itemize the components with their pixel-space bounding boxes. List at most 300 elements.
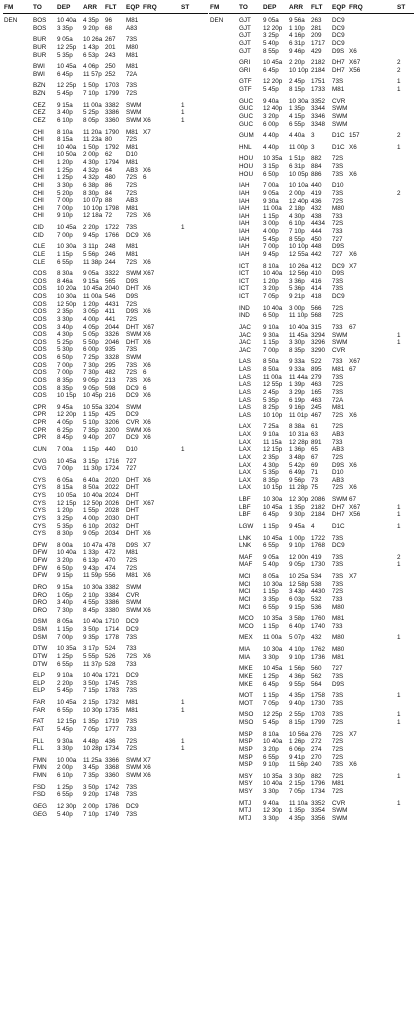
cell-to: LAX xyxy=(239,431,251,438)
cell-flt: 935 xyxy=(105,346,116,354)
schedule-row xyxy=(3,270,208,278)
cell-arr: 4 48p xyxy=(83,737,99,745)
cell-frq: X6 xyxy=(143,652,151,660)
cell-flt: 1714 xyxy=(105,626,120,633)
cell-frq: X6 xyxy=(349,143,357,151)
schedule-row xyxy=(3,757,208,765)
cell-arr: 9 43p xyxy=(83,564,99,572)
cell-eqp: AB3 xyxy=(332,446,344,454)
cell-dep: 10 45a xyxy=(263,59,283,67)
cell-eqp: CVR xyxy=(126,591,140,599)
cell-flt: 891 xyxy=(311,438,322,446)
cell-eqp: 73S xyxy=(126,783,138,791)
cell-arr: 9 20p xyxy=(83,24,99,32)
cell-flt: 2086 xyxy=(311,496,326,503)
cell-flt: 564 xyxy=(311,680,322,688)
cell-to: LAX xyxy=(239,446,251,454)
cell-flt: 472 xyxy=(105,549,116,557)
cell-eqp: DH7 xyxy=(332,503,345,511)
schedule-row xyxy=(209,623,414,631)
cell-arr: 7 35p xyxy=(83,772,99,779)
right-schedule-rows xyxy=(209,14,414,823)
schedule-row xyxy=(3,331,208,339)
cell-dep: 5 25p xyxy=(57,338,73,346)
cell-dep: 10 40a xyxy=(263,780,283,788)
cell-eqp: 72S xyxy=(126,564,138,572)
cell-to: CYS xyxy=(33,530,46,538)
cell-flt: 71 xyxy=(311,469,319,477)
schedule-row xyxy=(209,800,414,808)
cell-eqp: 73S xyxy=(126,633,138,641)
cell-dep: 7 00p xyxy=(263,243,279,251)
cell-flt: 474 xyxy=(105,564,116,572)
cell-dep: 11 00a xyxy=(263,634,282,642)
header-frq: FRQ xyxy=(143,4,157,11)
cell-flt: 886 xyxy=(311,170,322,178)
cell-frq: X67 xyxy=(349,358,361,366)
cell-flt: 240 xyxy=(311,761,322,769)
cell-flt: 568 xyxy=(311,312,322,320)
schedule-row xyxy=(209,263,414,271)
cell-eqp: 72S xyxy=(332,788,344,795)
cell-arr: 6 19p xyxy=(289,396,305,404)
cell-eqp: AB3 xyxy=(126,166,138,174)
cell-to: LAS xyxy=(239,381,251,389)
cell-eqp: M80 xyxy=(332,646,345,653)
cell-to: ICT xyxy=(239,277,250,285)
cell-flt: 3348 xyxy=(311,120,326,128)
cell-arr: 1 26p xyxy=(289,738,305,746)
cell-arr: 9 20p xyxy=(83,791,99,799)
schedule-row xyxy=(3,346,208,354)
cell-flt: 3200 xyxy=(105,426,120,434)
cell-dep: 10 30a xyxy=(57,243,77,251)
cell-flt: 88 xyxy=(105,197,113,205)
cell-eqp: 73S xyxy=(332,580,344,588)
cell-to: MTJ xyxy=(239,814,252,822)
schedule-row xyxy=(209,700,414,708)
cell-eqp: DC9 xyxy=(126,626,139,633)
cell-to: DSM xyxy=(33,626,47,633)
schedule-row xyxy=(3,129,208,137)
cell-to: MOT xyxy=(239,692,253,700)
cell-flt: 2030 xyxy=(105,514,120,522)
cell-arr: 3 48p xyxy=(289,453,305,461)
cell-arr: 12 58p xyxy=(289,580,309,588)
schedule-row xyxy=(3,404,208,412)
cell-flt: 2022 xyxy=(105,484,120,492)
cell-arr: 9 10p xyxy=(289,653,305,661)
cell-dep: 12 20p xyxy=(57,411,77,419)
cell-to: CHI xyxy=(33,151,44,159)
cell-to: JAC xyxy=(239,346,251,354)
cell-flt: 1733 xyxy=(311,86,326,93)
schedule-row xyxy=(209,366,414,374)
cell-flt: 1778 xyxy=(105,633,120,641)
cell-to: COS xyxy=(33,315,47,323)
cell-eqp: SWM xyxy=(126,354,142,361)
cell-arr: 12 50p xyxy=(83,499,103,507)
cell-flt: 463 xyxy=(311,381,322,389)
cell-to: MSP xyxy=(239,745,253,753)
cell-frq: X7 xyxy=(143,541,151,549)
cell-to: MAF xyxy=(239,561,253,569)
cell-to: GUC xyxy=(239,105,253,113)
cell-eqp: DHT xyxy=(126,484,139,492)
cell-eqp: 72S xyxy=(126,181,138,189)
cell-eqp: M81 xyxy=(332,615,345,623)
cell-dep: 2 35p xyxy=(263,453,279,461)
schedule-row xyxy=(209,48,414,56)
cell-eqp: 73S xyxy=(126,810,138,818)
cell-dep: 3 30p xyxy=(263,653,279,661)
cell-st: 1 xyxy=(397,503,401,511)
cell-arr: 6 03p xyxy=(289,595,305,603)
cell-to: CHI xyxy=(33,204,44,212)
cell-frq: X7 xyxy=(349,262,357,270)
cell-to: IAH xyxy=(239,220,250,228)
cell-st: 1 xyxy=(397,634,401,642)
schedule-row xyxy=(209,469,414,477)
cell-eqp: 733 xyxy=(332,228,343,235)
cell-to: MIA xyxy=(239,653,251,661)
cell-eqp: M81 xyxy=(126,159,139,166)
cell-arr: 4 16p xyxy=(289,32,305,40)
cell-to: BWI xyxy=(33,63,45,71)
cell-to: FLL xyxy=(33,737,44,745)
cell-eqp: DC9 xyxy=(332,262,345,270)
cell-dep: 12 25p xyxy=(57,43,77,51)
cell-dep: 5 45p xyxy=(263,719,279,726)
cell-dep: 6 55p xyxy=(57,258,73,266)
cell-frq: X56 xyxy=(349,66,361,74)
schedule-row xyxy=(3,672,208,680)
cell-dep: 8 10a xyxy=(57,128,73,136)
cell-flt: 244 xyxy=(105,258,116,266)
cell-arr: 3 15p xyxy=(83,457,99,465)
cell-dep: 7 00p xyxy=(57,465,73,473)
cell-arr: 8 35p xyxy=(289,346,305,354)
cell-dep: 5 40p xyxy=(263,561,279,569)
cell-arr: 1 39p xyxy=(289,381,305,389)
cell-eqp: 72S xyxy=(126,300,138,308)
header-eqp: EQP xyxy=(332,4,346,11)
cell-st: 1 xyxy=(397,719,401,726)
cell-to: COS xyxy=(33,361,47,369)
cell-arr: 4 35p xyxy=(83,17,99,24)
cell-flt: 441 xyxy=(105,315,116,323)
cell-arr: 9 05p xyxy=(83,376,99,384)
cell-dep: 9 15a xyxy=(57,583,73,591)
header-st: ST xyxy=(181,4,190,11)
cell-arr: 7 10p xyxy=(289,228,305,235)
cell-to: BUR xyxy=(33,51,47,59)
cell-flt: 2026 xyxy=(105,499,120,507)
cell-eqp: CVR xyxy=(332,97,346,105)
cell-eqp: SWM xyxy=(126,756,142,764)
schedule-row xyxy=(3,144,208,152)
cell-arr: 2 15p xyxy=(83,699,99,706)
cell-to: LAS xyxy=(239,373,251,381)
cell-eqp: SWM xyxy=(126,101,142,109)
cell-to: MTJ xyxy=(239,799,252,807)
cell-arr: 12 56p xyxy=(289,270,309,278)
schedule-row xyxy=(3,803,208,811)
cell-to: CUN xyxy=(33,445,47,453)
cell-arr: 3 05p xyxy=(83,308,99,316)
cell-dep: 8 50a xyxy=(263,366,279,373)
cell-frq: X6 xyxy=(143,572,151,580)
cell-arr: 10 45p xyxy=(83,392,103,400)
cell-eqp: 73S xyxy=(332,711,344,719)
cell-to: CHI xyxy=(33,143,44,151)
cell-dep: 12 15p xyxy=(57,718,77,726)
cell-to: COS xyxy=(33,323,47,331)
cell-arr: 10 26a xyxy=(83,36,103,44)
schedule-row xyxy=(209,190,414,198)
cell-to: GRI xyxy=(239,66,251,74)
cell-arr: 11 28p xyxy=(289,484,308,492)
schedule-row xyxy=(209,78,414,86)
cell-arr: 4 32p xyxy=(83,166,99,174)
cell-eqp: 733 xyxy=(126,725,137,733)
cell-arr: 10 05p xyxy=(289,170,309,178)
cell-flt: 556 xyxy=(105,572,116,580)
cell-st: 1 xyxy=(397,86,401,93)
cell-flt: 3 xyxy=(311,143,315,151)
cell-frq: X6 xyxy=(143,212,151,220)
cell-to: LAX xyxy=(239,469,251,477)
cell-to: FLL xyxy=(33,745,44,753)
cell-eqp: 73S xyxy=(332,561,344,569)
cell-frq: 67 xyxy=(349,496,357,503)
cell-dep: 7 00a xyxy=(57,445,73,453)
cell-arr: 8 15p xyxy=(289,719,305,726)
cell-to: CHI xyxy=(33,181,44,189)
cell-flt: 442 xyxy=(311,250,322,258)
schedule-row xyxy=(3,339,208,347)
cell-frq: X6 xyxy=(349,170,357,178)
cell-arr: 7 30p xyxy=(83,369,99,377)
schedule-row xyxy=(3,205,208,213)
cell-arr: 10 45a xyxy=(83,285,103,293)
schedule-row xyxy=(209,205,414,213)
cell-to: IAH xyxy=(239,197,250,205)
cell-frq: X6 xyxy=(143,426,151,434)
cell-flt: 3386 xyxy=(105,599,120,607)
cell-arr: 12 55a xyxy=(289,250,309,258)
cell-arr: 9 05p xyxy=(83,384,99,392)
cell-flt: 72 xyxy=(105,212,113,220)
cell-to: CYS xyxy=(33,522,46,530)
schedule-row xyxy=(3,661,208,669)
cell-eqp: 72S xyxy=(126,557,138,564)
cell-frq: X7 xyxy=(349,573,357,580)
cell-arr: 10 40a xyxy=(289,323,309,331)
cell-flt: 440 xyxy=(105,445,116,453)
cell-arr: 10 56a xyxy=(289,730,309,738)
cell-eqp: SWM xyxy=(126,331,142,339)
schedule-row xyxy=(3,477,208,485)
cell-to: MCI xyxy=(239,595,251,603)
cell-dep: 5 45p xyxy=(57,687,73,695)
schedule-row xyxy=(3,707,208,715)
cell-arr: 10 40a xyxy=(83,492,103,499)
cell-to: DFW xyxy=(33,572,48,580)
cell-flt: 3322 xyxy=(105,270,120,278)
cell-to: MAF xyxy=(239,553,253,561)
cell-flt: 2020 xyxy=(105,476,120,484)
cell-dep: 3 20p xyxy=(263,112,279,120)
cell-dep: 4 05p xyxy=(57,419,73,426)
cell-to: CHI xyxy=(33,189,44,197)
cell-arr: 9 30p xyxy=(289,511,305,519)
cell-flt: 429 xyxy=(311,47,322,55)
cell-flt: 598 xyxy=(105,384,116,392)
cell-st: 1 xyxy=(181,116,185,124)
header-frq: FRQ xyxy=(349,4,363,11)
cell-st: 1 xyxy=(181,224,185,231)
cell-arr: 3 50p xyxy=(83,626,99,633)
cell-dep: 9 30a xyxy=(263,197,279,205)
schedule-row xyxy=(3,44,208,52)
schedule-row xyxy=(209,573,414,581)
cell-eqp: M80 xyxy=(332,603,345,611)
schedule-row xyxy=(209,285,414,293)
right-column xyxy=(209,0,414,823)
cell-to: JAC xyxy=(239,323,251,331)
cell-to: ELP xyxy=(33,672,45,680)
cell-flt: 432 xyxy=(311,205,322,213)
cell-arr: 9 33a xyxy=(289,366,305,373)
schedule-row xyxy=(3,530,208,538)
cell-to: GEG xyxy=(33,810,47,818)
cell-eqp: 733 xyxy=(332,358,343,366)
cell-eqp: 72S xyxy=(126,189,138,197)
cell-eqp: DC9 xyxy=(332,24,345,32)
cell-to: CEZ xyxy=(33,116,46,124)
cell-eqp: 72S xyxy=(332,423,344,431)
cell-eqp: SWM xyxy=(126,109,142,117)
cell-to: LAX xyxy=(239,438,251,446)
cell-to: BOS xyxy=(33,17,47,24)
cell-arr: 5 50p xyxy=(83,338,99,346)
cell-eqp: M80 xyxy=(332,205,345,213)
cell-eqp: 727 xyxy=(332,665,343,673)
schedule-row xyxy=(209,654,414,662)
cell-eqp: DC9 xyxy=(332,542,345,550)
cell-arr: 12 28p xyxy=(289,438,309,446)
schedule-row xyxy=(3,71,208,79)
cell-dep: 8 00a xyxy=(57,541,73,549)
cell-dep: 7 00p xyxy=(57,197,73,205)
cell-eqp: 73S xyxy=(332,672,344,680)
cell-flt: 482 xyxy=(105,369,116,377)
cell-eqp: DHT xyxy=(126,338,139,346)
schedule-row xyxy=(209,397,414,405)
cell-arr: 10 25a xyxy=(289,573,309,580)
cell-dep: 10 30a xyxy=(263,646,283,653)
cell-arr: 6 10p xyxy=(83,522,99,530)
cell-eqp: DC9 xyxy=(332,17,345,24)
cell-dep: 1 25p xyxy=(57,783,73,791)
cell-dep: 6 55p xyxy=(263,542,279,550)
cell-dep: 6 00p xyxy=(263,120,279,128)
cell-eqp: M81 xyxy=(332,366,345,373)
schedule-row xyxy=(209,561,414,569)
schedule-row xyxy=(3,484,208,492)
schedule-row xyxy=(209,511,414,519)
cell-flt: 1710 xyxy=(105,618,120,626)
cell-eqp: SWM xyxy=(126,583,142,591)
cell-arr: 3 36p xyxy=(289,277,305,285)
cell-arr: 6 55p xyxy=(289,120,305,128)
schedule-row xyxy=(3,197,208,205)
cell-dep: 9 45a xyxy=(57,403,73,411)
cell-to: BUR xyxy=(33,36,47,44)
cell-to: CYS xyxy=(33,484,46,492)
cell-arr: 6 31p xyxy=(289,163,305,170)
cell-arr: 7 05p xyxy=(289,788,305,795)
cell-dep: 9 10a xyxy=(263,431,279,438)
cell-to: GUC xyxy=(239,97,253,105)
cell-eqp: SWM xyxy=(126,606,142,614)
schedule-row xyxy=(209,213,414,221)
cell-frq: X6 xyxy=(143,434,151,442)
cell-arr: 3 45p xyxy=(83,764,99,772)
schedule-row xyxy=(209,412,414,420)
cell-eqp: 73S xyxy=(126,361,138,369)
cell-eqp: 73S xyxy=(332,699,344,707)
cell-dep: 9 05a xyxy=(263,553,279,561)
cell-eqp: CVR xyxy=(126,419,140,426)
cell-to: COS xyxy=(33,376,47,384)
cell-frq: 6 xyxy=(143,369,147,377)
cell-dep: 5 20p xyxy=(57,189,73,197)
cell-flt: 566 xyxy=(311,304,322,312)
cell-to: LBF xyxy=(239,511,251,519)
cell-eqp: AB3 xyxy=(332,431,344,438)
cell-eqp: 72S xyxy=(332,220,344,228)
cell-arr: 4 05p xyxy=(83,323,99,331)
cell-dep: 12 55p xyxy=(263,381,283,389)
schedule-row xyxy=(209,665,414,673)
cell-arr: 6 10p xyxy=(289,220,305,228)
cell-flt: 1766 xyxy=(105,231,120,239)
cell-dep: 6 45p xyxy=(263,680,279,688)
schedule-row xyxy=(209,198,414,206)
cell-dep: 3 35p xyxy=(57,24,73,32)
cell-eqp: D10 xyxy=(126,151,138,159)
cell-eqp: SWM xyxy=(126,764,142,772)
cell-dep: 6 55p xyxy=(57,660,73,668)
cell-dep: 9 40a xyxy=(263,97,279,105)
cell-flt: 3368 xyxy=(105,764,120,772)
schedule-row xyxy=(3,645,208,653)
schedule-row xyxy=(3,549,208,557)
schedule-row xyxy=(209,535,414,543)
schedule-row xyxy=(3,515,208,523)
cell-flt: 526 xyxy=(105,652,116,660)
cell-eqp: DHT xyxy=(126,499,139,507)
cell-to: DSM xyxy=(33,633,47,641)
cell-eqp: 72S xyxy=(126,745,138,753)
cell-frq: X6 xyxy=(143,772,151,779)
cell-dep: 6 55p xyxy=(263,753,279,761)
cell-to: COS xyxy=(33,285,47,293)
cell-flt: 438 xyxy=(311,212,322,220)
schedule-row xyxy=(3,369,208,377)
